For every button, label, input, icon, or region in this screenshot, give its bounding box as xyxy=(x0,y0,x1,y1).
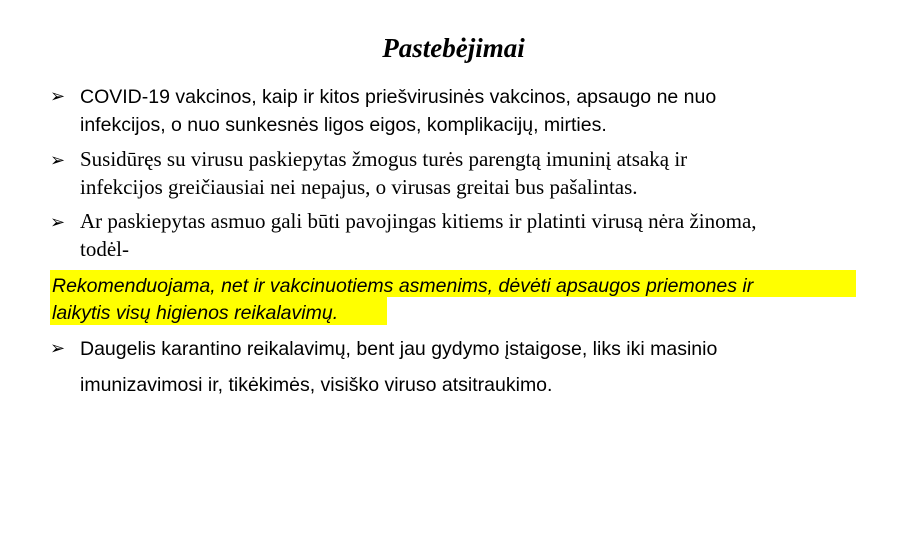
item-3-line-2: todėl- xyxy=(80,237,129,261)
item-2-line-1: Susidūręs su virusu paskiepytas žmogus turės parengtą imuninį atsaką ir xyxy=(80,147,688,171)
bullet-arrow-icon: ➢ xyxy=(50,212,66,233)
item-1-line-2: infekcijos, o nuo sunkesnės ligos eigos, komplikacijų, mirties. xyxy=(80,114,607,136)
slide-title: Pastebėjimai xyxy=(382,33,525,63)
bullet-arrow-icon: ➢ xyxy=(50,86,66,107)
item-4-line-2: imunizavimosi ir, tikėkimės, visiško viruso atsitraukimo. xyxy=(80,374,553,396)
bullet-arrow-icon: ➢ xyxy=(50,338,66,359)
item-3-line-1: Ar paskiepytas asmuo gali būti pavojingas kitiems ir platinti virusą nėra žinoma, xyxy=(80,209,757,233)
recommendation-line-1: Rekomenduojama, net ir vakcinuotiems asmenims, dėvėti apsaugos priemones ir xyxy=(52,275,754,297)
item-4-line-1: Daugelis karantino reikalavimų, bent jau gydymo įstaigose, liks iki masinio xyxy=(80,338,718,360)
bullet-arrow-icon: ➢ xyxy=(50,150,66,171)
item-2-line-2: infekcijos greičiausiai nei nepajus, o virusas greitai bus pašalintas. xyxy=(80,175,638,199)
recommendation-line-2: laikytis visų higienos reikalavimų. xyxy=(52,302,339,324)
item-1-line-1: COVID-19 vakcinos, kaip ir kitos priešvirusinės vakcinos, apsaugo ne nuo xyxy=(80,86,717,108)
